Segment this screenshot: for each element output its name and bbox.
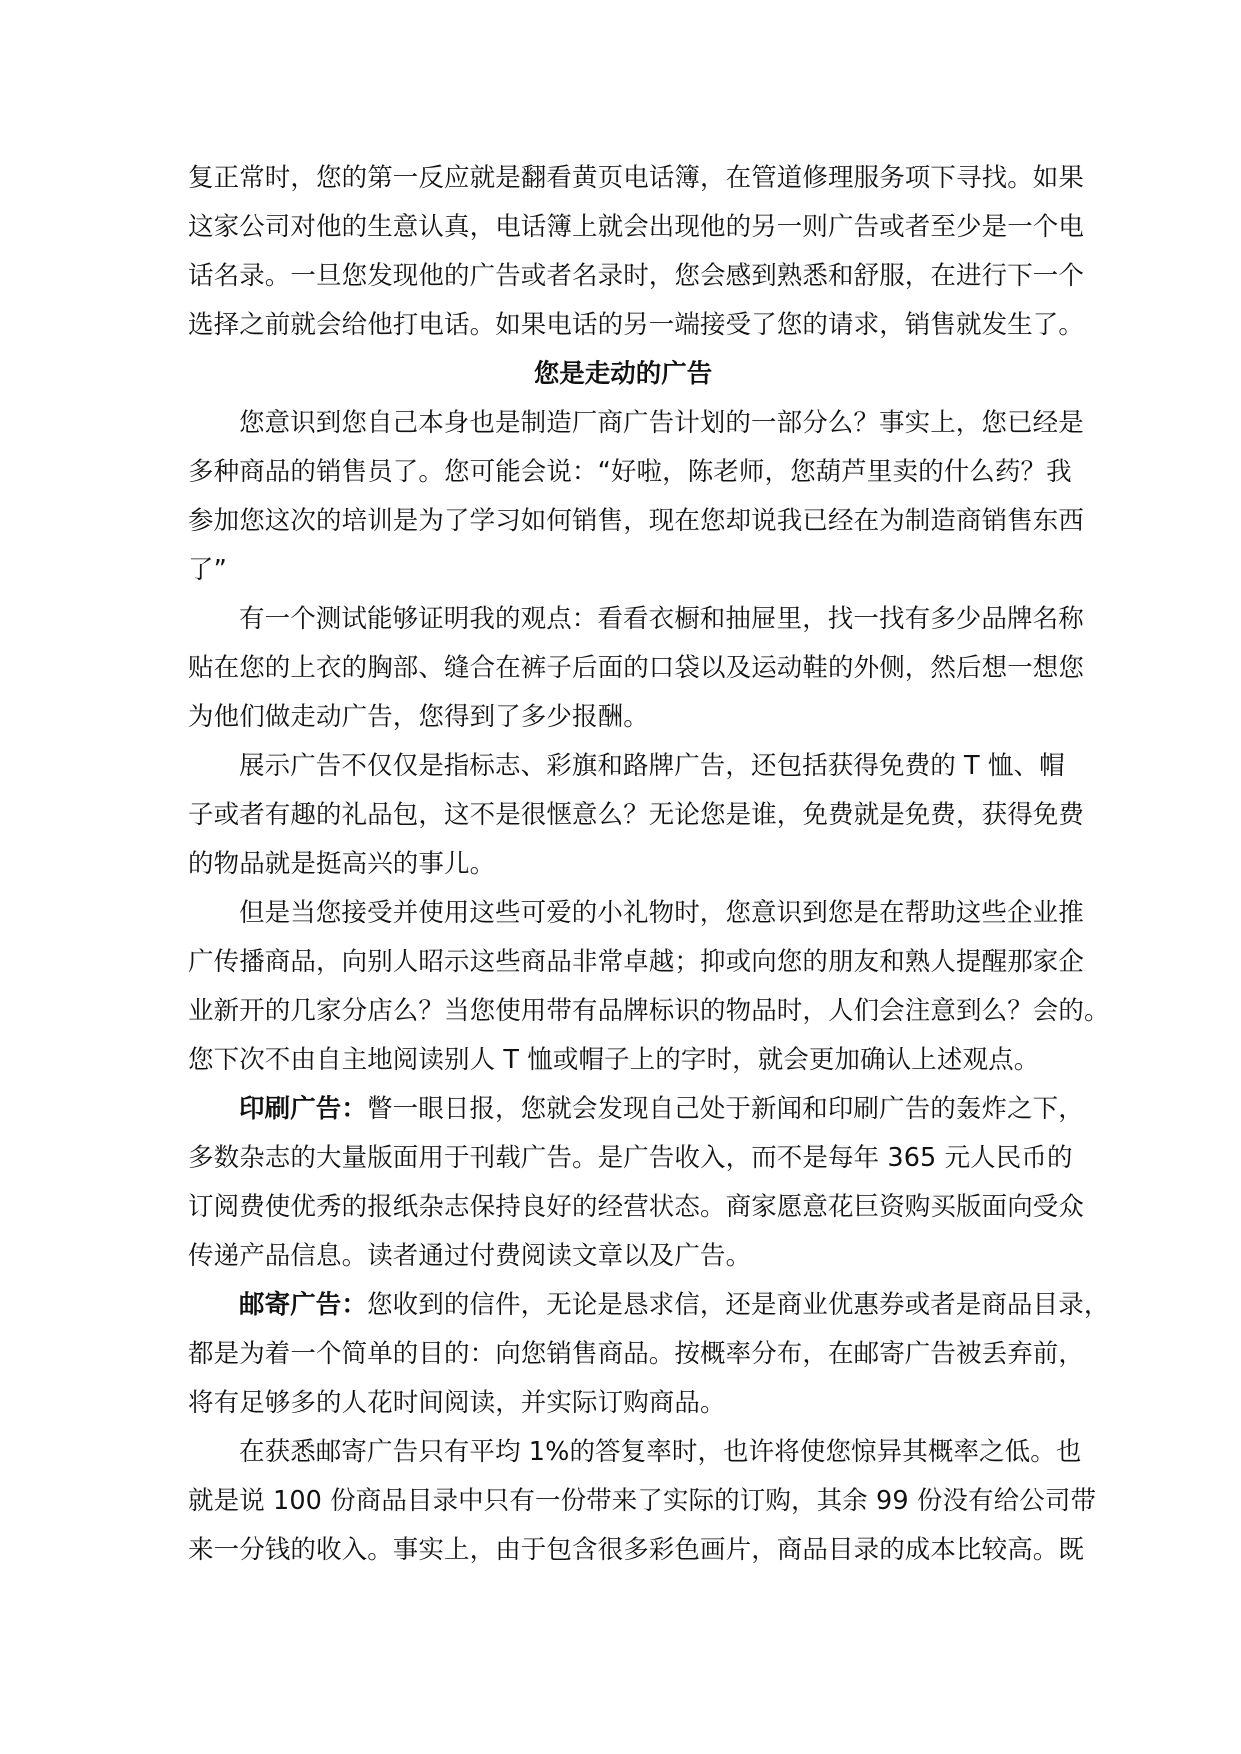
text-line: 子或者有趣的礼品包，这不是很惬意么？无论您是谁，免费就是免费，获得免费 (188, 800, 1085, 830)
text-line: 展示广告不仅仅是指标志、彩旗和路牌广告，还包括获得免费的 T 恤、帽 (239, 751, 1065, 781)
text-line: 多数杂志的大量版面用于刊载广告。是广告收入，而不是每年 365 元人民币的 (188, 1143, 1073, 1173)
text-line: 广传播商品，向别人昭示这些商品非常卓越；抑或向您的朋友和熟人提醒那家企 (188, 947, 1085, 977)
text-span: 瞥一眼日报，您就会发现自己处于新闻和印刷广告的轰炸之下， (367, 1094, 1084, 1124)
text-line: 话名录。一旦您发现他的广告或者名录时，您会感到熟悉和舒服，在进行下一个 (188, 261, 1085, 291)
text-line (188, 1281, 1110, 1330)
text-line: 订阅费使优秀的报纸杂志保持良好的经营状态。商家愿意花巨资购买版面向受众 (188, 1192, 1085, 1222)
section-heading: 您是走动的广告 (533, 359, 713, 389)
text-line: 传递产品信息。读者通过付费阅读文章以及广告。 (188, 1241, 752, 1271)
paragraph-test (188, 595, 1085, 742)
body-text (188, 154, 1110, 1575)
paragraph-mail-ads (188, 1281, 1110, 1428)
text-line: 选择之前就会给他打电话。如果电话的另一端接受了您的请求，销售就发生了。 (188, 310, 1085, 340)
text-line: 来一分钱的收入。事实上，由于包含很多彩色画片，商品目录的成本比较高。既 (188, 1535, 1085, 1565)
text-span: 您收到的信件，无论是恳求信，还是商业优惠券或者是商品目录， (367, 1290, 1110, 1320)
paragraph-print-ads (188, 1085, 1085, 1281)
text-line: 但是当您接受并使用这些可爱的小礼物时，您意识到您是在帮助这些企业推 (239, 898, 1084, 928)
paragraph-gifts (188, 889, 1110, 1085)
text-line: 为他们做走动广告，您得到了多少报酬。 (188, 702, 649, 732)
text-line: 这家公司对他的生意认真，电话簿上就会出现他的另一则广告或者至少是一个电 (188, 212, 1085, 242)
text-line: 业新开的几家分店么？当您使用带有品牌标识的物品时，人们会注意到么？会的。 (188, 996, 1110, 1026)
text-line: 有一个测试能够证明我的观点：看看衣橱和抽屉里，找一找有多少品牌名称 (239, 604, 1084, 634)
term-print-ads: 印刷广告： (239, 1094, 368, 1124)
text-line: 都是为着一个简单的目的：向您销售商品。按概率分布，在邮寄广告被丢弃前， (188, 1339, 1085, 1369)
text-line: 复正常时，您的第一反应就是翻看黄页电话簿，在管道修理服务项下寻找。如果 (188, 163, 1085, 193)
text-line: 多种商品的销售员了。您可能会说：“好啦，陈老师，您葫芦里卖的什么药？我 (188, 457, 1072, 487)
term-mail-ads: 邮寄广告： (239, 1290, 368, 1320)
text-line: 将有足够多的人花时间阅读，并实际订购商品。 (188, 1388, 726, 1418)
text-line: 参加您这次的培训是为了学习如何销售，现在您却说我已经在为制造商销售东西 (188, 506, 1085, 536)
text-line: 您下次不由自主地阅读别人 T 恤或帽子上的字时，就会更加确认上述观点。 (188, 1045, 1040, 1075)
text-line: 在获悉邮寄广告只有平均 1%的答复率时，也许将使您惊异其概率之低。也 (239, 1437, 1082, 1467)
text-line: 贴在您的上衣的胸部、缝合在裤子后面的口袋以及运动鞋的外侧，然后想一想您 (188, 653, 1085, 683)
text-line: 了” (188, 555, 227, 585)
paragraph-self-advertising (188, 399, 1085, 595)
text-line: 就是说 100 份商品目录中只有一份带来了实际的订购，其余 99 份没有给公司带 (188, 1486, 1097, 1516)
text-line: 的物品就是挺高兴的事儿。 (188, 849, 496, 879)
paragraph-display-ads (188, 742, 1085, 889)
paragraph-response-rate (188, 1428, 1097, 1575)
text-line (188, 1085, 1084, 1134)
intro-paragraph (188, 154, 1085, 350)
text-line: 您意识到您自己本身也是制造厂商广告计划的一部分么？事实上，您已经是 (239, 408, 1084, 438)
